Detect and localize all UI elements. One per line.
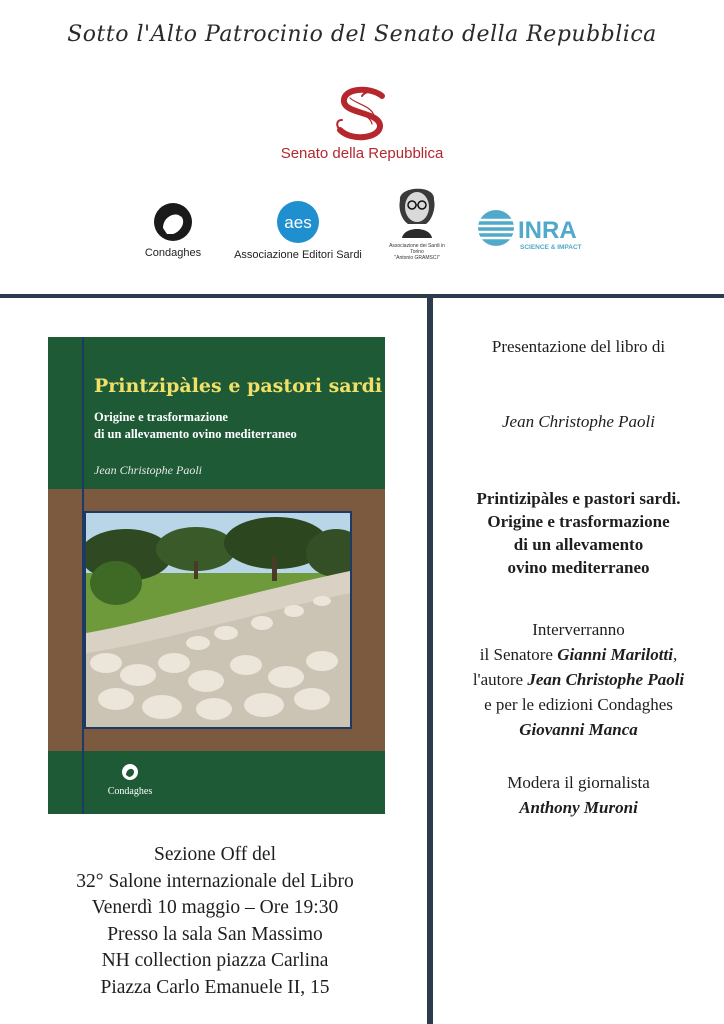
cover-publisher-icon [121, 763, 139, 781]
cover-subtitle [94, 409, 297, 443]
author-prefix: l'autore [472, 670, 528, 689]
moderator-intro: Modera il giornalista [507, 773, 650, 792]
cover-title: Printzipàles e pastori sardi [94, 375, 383, 397]
presentation-intro: Presentazione del libro di [491, 337, 666, 356]
senator-prefix: il Senatore [479, 645, 558, 664]
speaker-author-line [433, 667, 724, 692]
cover-publisher [100, 763, 160, 797]
inra-wordmark: INRA [518, 217, 577, 244]
senate-s-logo-icon [300, 86, 424, 142]
cover-subtitle-line-2: di un allevamento ovino mediterraneo [94, 427, 297, 441]
book-title-line-3: di un allevamento [513, 535, 644, 554]
cover-author: Jean Christophe Paoli [94, 463, 202, 477]
gramsci-caption-2: "Antonio GRAMSCI" [394, 255, 440, 261]
condaghes-logo [136, 202, 210, 259]
speakers-block [433, 617, 724, 742]
book-cover [48, 337, 385, 814]
venue-line-6: Piazza Carlo Emanuele II, 15 [100, 976, 330, 998]
venue-line-5: NH collection piazza Carlina [101, 950, 329, 971]
partner-logos [0, 180, 724, 265]
event-venue-details [0, 842, 430, 1001]
sheep-flock-photo [84, 511, 352, 729]
inra-globe-icon [474, 208, 590, 252]
horizontal-divider [0, 294, 724, 298]
gramsci-portrait-icon [392, 180, 442, 238]
inra-tagline: SCIENCE & IMPACT [520, 244, 582, 251]
moderator-block [433, 770, 724, 820]
gramsci-association-logo [383, 180, 451, 261]
speaker-senator-line [433, 642, 724, 667]
gramsci-caption-1: Associazione dei Sardi in Torino [389, 243, 445, 255]
patronage-header: Sotto l'Alto Patrocinio del Senato della Repubblica [67, 22, 657, 47]
book-title-line-2: Origine e trasformazione [487, 512, 670, 531]
presentation-author: Jean Christophe Paoli [502, 412, 655, 431]
speakers-intro: Interverranno [532, 620, 625, 639]
condaghes-head-icon [151, 202, 195, 242]
venue-line-1: Sezione Off del [153, 844, 277, 865]
cover-subtitle-line-1: Origine e trasformazione [94, 410, 228, 424]
moderator-name: Anthony Muroni [519, 798, 638, 817]
senate-name: Senato della Repubblica [280, 145, 444, 162]
publisher-rep-name: Giovanni Manca [519, 720, 638, 739]
cover-publisher-name: Condaghes [107, 786, 153, 797]
aes-circle-icon [275, 200, 321, 244]
speaker-author-name: Jean Christophe Paoli [527, 670, 685, 689]
inra-logo [474, 208, 590, 257]
senator-name: Gianni Marilotti [557, 645, 673, 664]
book-title-line-1: Printizipàles e pastori sardi. [476, 489, 681, 508]
venue-line-3: Venerdì 10 maggio – Ore 19:30 [91, 897, 339, 918]
venue-line-4: Presso la sala San Massimo [107, 923, 323, 945]
book-title-line-4: ovino mediterraneo [507, 558, 650, 577]
senator-suffix: , [672, 645, 678, 664]
condaghes-logo-label: Condaghes [144, 247, 202, 259]
book-title-block [433, 487, 724, 579]
publisher-line: e per le edizioni Condaghes [484, 695, 673, 714]
aes-logo-mark: aes [284, 213, 312, 232]
aes-logo [232, 200, 364, 261]
venue-line-2: 32° Salone internazionale del Libro [76, 870, 354, 892]
aes-logo-label: Associazione Editori Sardi [234, 249, 362, 261]
